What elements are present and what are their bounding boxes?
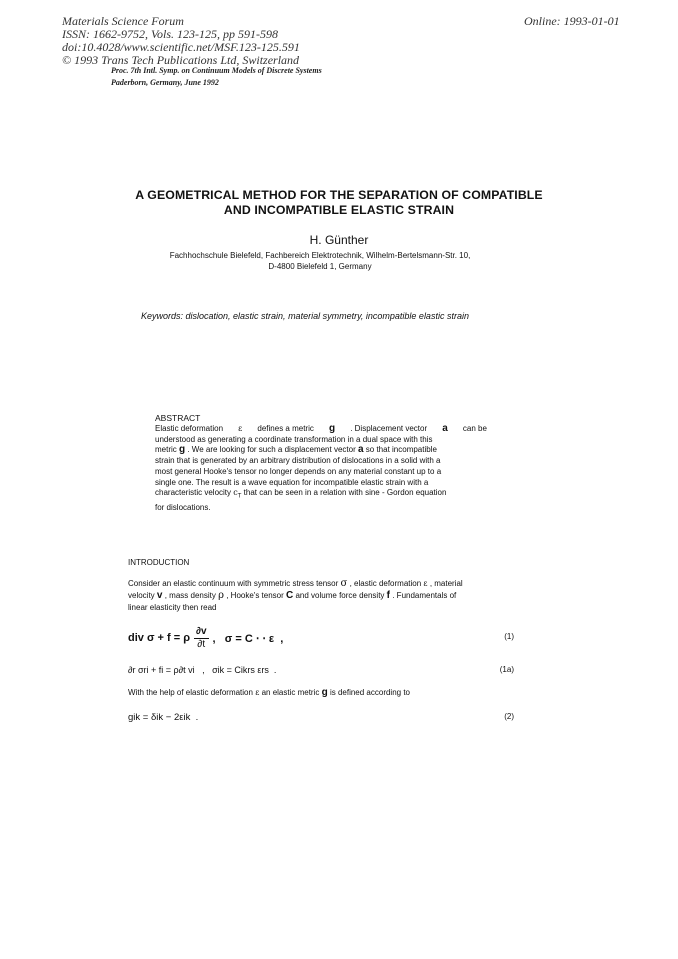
symbol-c: c	[233, 488, 238, 498]
abstract-text: Elastic deformation	[155, 424, 224, 433]
copyright-line: © 1993 Trans Tech Publications Ltd, Switzerland	[62, 53, 300, 67]
symbol-v: v	[156, 590, 163, 601]
intro-sentence-metric	[128, 687, 512, 698]
abstract-text: metric	[155, 445, 177, 455]
symbol-a: a	[442, 423, 448, 434]
abstract-body	[155, 424, 487, 513]
paper-title-line-1: A GEOMETRICAL METHOD FOR THE SEPARATION OF COMPATIBLE	[135, 188, 543, 202]
abstract-line-4: strain that is generated by an arbitrary distribution of dislocations in a solid with a	[155, 456, 441, 466]
affiliation-line-1: Fachhochschule Bielefeld, Fachbereich Elektrotechnik, Wilhelm-Bertelsmann-Str. 10,	[169, 251, 471, 260]
equation-1-lhs: div σ + f = ρ	[128, 632, 191, 644]
symbol-epsilon: ε	[423, 579, 428, 588]
symbol-subscript: T	[237, 493, 242, 500]
keywords: Keywords: dislocation, elastic strain, material symmetry, incompatible elastic strain	[141, 311, 469, 321]
symbol-rho: ρ	[218, 590, 224, 601]
fraction-numerator: ∂v	[196, 625, 207, 637]
intro-text: With the help of elastic deformation	[128, 688, 253, 697]
abstract-text: . We are looking for such a displacement vector	[187, 445, 356, 455]
introduction-paragraph	[128, 578, 512, 614]
intro-text: . Fundamentals of	[392, 591, 457, 600]
symbol-f: f	[386, 590, 390, 601]
affiliation-line-2: D-4800 Bielefeld 1, Germany	[268, 262, 372, 271]
symbol-g: g	[179, 444, 186, 456]
symbol-sigma: σ	[340, 578, 348, 589]
abstract-line-1	[155, 424, 487, 435]
intro-text: , Hooke's tensor	[226, 591, 284, 600]
intro-line-2	[128, 590, 512, 602]
abstract-heading: ABSTRACT	[155, 413, 201, 423]
abstract-line-5: most general Hooke's tensor no longer depends on any material constant up to a	[155, 466, 442, 476]
author-name: H. Günther	[309, 233, 369, 247]
symbol-C: C	[286, 590, 294, 601]
equation-1a: ∂r σri + fi = ρ∂t vi , σik = Cikrs εrs .	[128, 665, 277, 675]
abstract-text: can be	[462, 424, 487, 433]
abstract-text: defines a metric	[257, 424, 314, 433]
symbol-a: a	[357, 444, 364, 456]
abstract-text: so that incompatible	[365, 445, 437, 455]
intro-text: Consider an elastic continuum with symmetric stress tensor	[128, 579, 339, 588]
intro-text: velocity	[128, 591, 155, 600]
paper-title-line-2: AND INCOMPATIBLE ELASTIC STRAIN	[223, 203, 455, 217]
equation-1-rhs: , σ = C ⋅ ⋅ ε ,	[212, 632, 284, 645]
equation-1a-label: (1a)	[499, 665, 514, 674]
abstract-text: that can be seen in a relation with sine - Gordon equation	[243, 488, 447, 498]
doi-line[interactable]: doi:10.4028/www.scientific.net/MSF.123-125.591	[62, 40, 300, 54]
equation-1-label: (1)	[504, 632, 514, 641]
abstract-line-3	[155, 445, 487, 456]
intro-text: , elastic deformation	[349, 579, 422, 588]
intro-line-3: linear elasticity then read	[128, 603, 217, 612]
issn-line: ISSN: 1662-9752, Vols. 123-125, pp 591-598	[62, 27, 278, 41]
fraction-denominator: ∂t	[197, 638, 206, 650]
abstract-text: . Displacement vector	[350, 424, 428, 433]
journal-name: Materials Science Forum	[62, 14, 184, 28]
introduction-heading: INTRODUCTION	[128, 558, 190, 567]
equation-1	[128, 623, 283, 653]
abstract-text: characteristic velocity	[155, 488, 232, 498]
abstract-line-7	[155, 488, 487, 502]
proceedings-line-1: Proc. 7th Intl. Symp. on Continuum Models of Discrete Systems	[111, 66, 322, 75]
intro-text: an elastic metric	[261, 688, 320, 697]
equation-2-label: (2)	[504, 712, 514, 721]
proceedings-line-2: Paderborn, Germany, June 1992	[111, 78, 219, 87]
equation-2: gik = δik − 2εik .	[128, 712, 199, 723]
fraction	[194, 626, 209, 651]
intro-line-1	[128, 578, 512, 590]
intro-text: is defined according to	[329, 688, 411, 697]
abstract-line-6: single one. The result is a wave equation for incompatible elastic strain with a	[155, 477, 429, 487]
intro-text: , material	[429, 579, 463, 588]
symbol-g: g	[321, 687, 328, 698]
intro-text: , mass density	[164, 591, 216, 600]
symbol-epsilon: ε	[255, 688, 260, 697]
abstract-line-8: for dislocations.	[155, 502, 211, 512]
intro-text: and volume force density	[295, 591, 385, 600]
online-date: Online: 1993-01-01	[524, 14, 620, 28]
symbol-g: g	[328, 423, 336, 434]
symbol-epsilon: ε	[238, 424, 243, 433]
abstract-line-2: understood as generating a coordinate transformation in a dual space with this	[155, 434, 433, 444]
